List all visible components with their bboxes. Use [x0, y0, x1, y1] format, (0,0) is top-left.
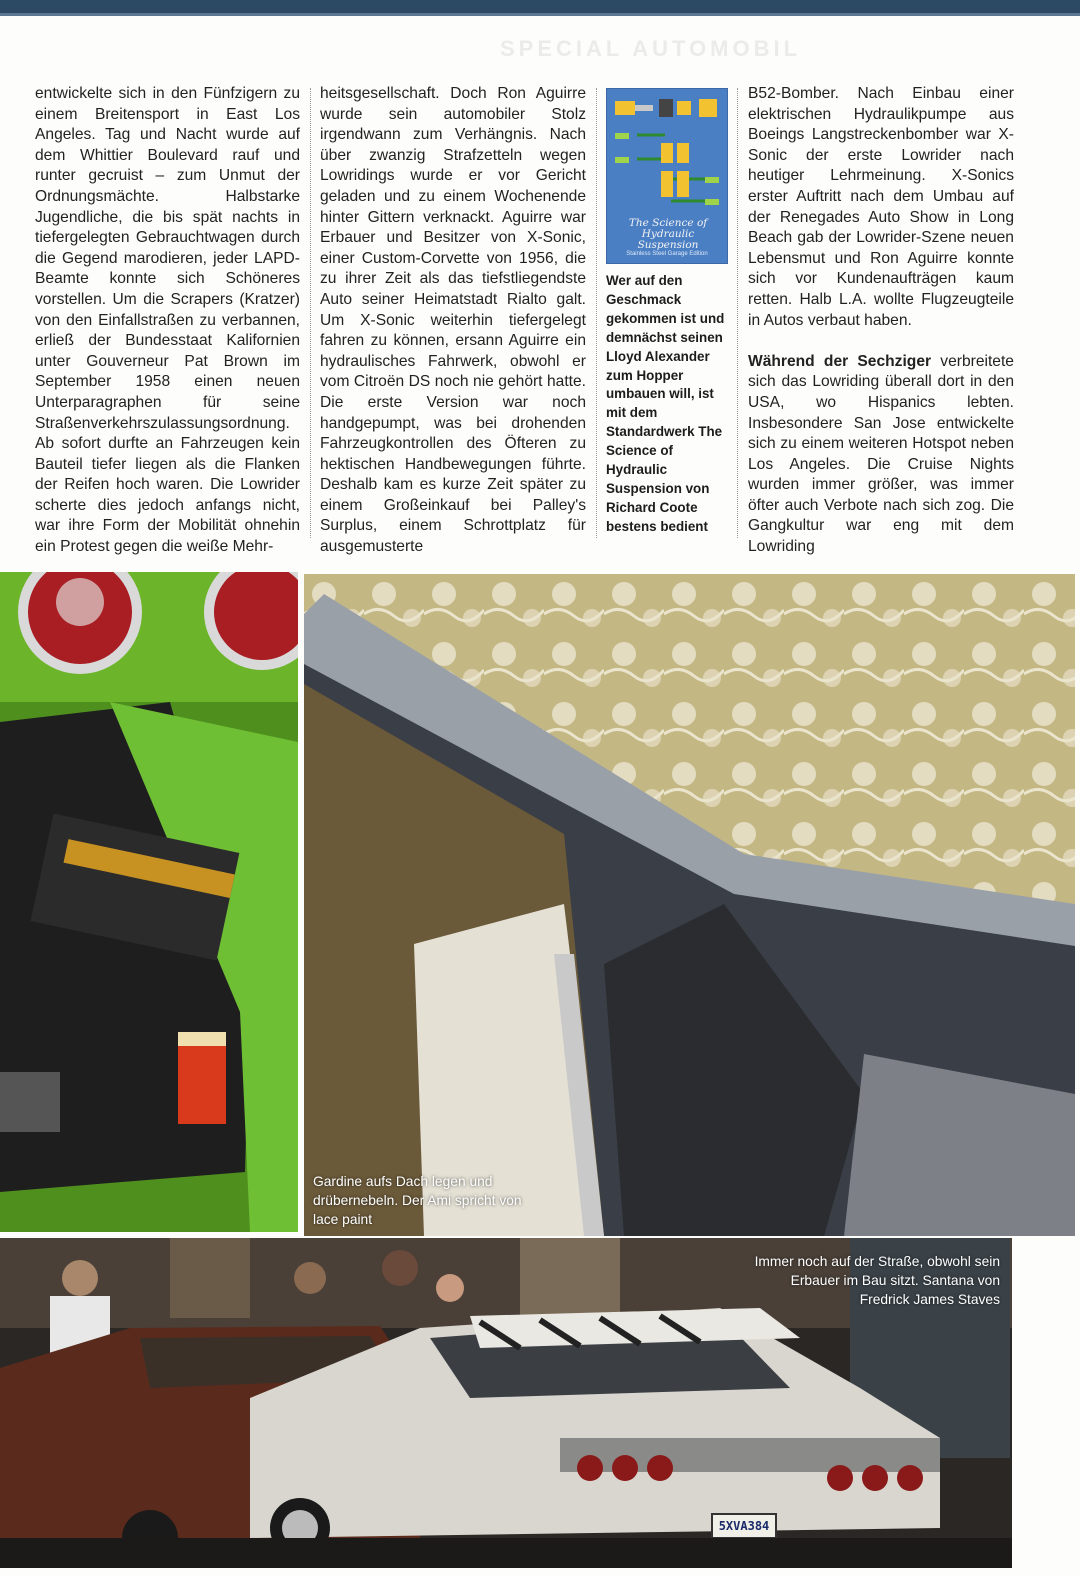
- photo-lace-roof: [304, 574, 1075, 1236]
- book-title-line1: The Science of: [628, 217, 708, 229]
- column-rule-1: [310, 88, 311, 538]
- column-rule-2: [596, 88, 597, 538]
- column-rule-3: [737, 88, 738, 538]
- col1-text: entwickelte sich in den Fünfzigern zu einem Breitensport in East Los Angeles. Tag und Nacht wurde auf dem Whittier Boulevard rauf und runter gecruist – zum Unmut der Ordnungsmächte. Halbstarke Jugendliche, die bis spät nachts in tiefergelegten Gebrauchtwagen durch die Gegend marodieren, jeder LAPD-Beamte konnte sich Schöneres vorstellen. Um die Scrapers (Kratzer) von den Einfallstraßen zu verbannen, erließ der Bundesstaat Kalifornien unter Gouverneur Pat Brown im September 1958 einen neuen Unterparagraphen für seine Straßenverkehrszulassungsordnung. Ab sofort durfte an Fahrzeugen kein Bauteil tiefer liegen als die Flanken der Reifen hoch waren. Die Lowrider scherte dies jedoch anfangs nicht, war ihre Form der Mobilität ohnehin ein Protest gegen die weiße Mehr-: [35, 85, 300, 556]
- book-title: [611, 218, 725, 251]
- col4-lead: Während der Sechziger: [748, 352, 932, 370]
- license-plate: 5XVA384: [718, 1519, 770, 1533]
- book-caption: Wer auf den Geschmack gekommen ist und demnächst seinen Lloyd Alexander zum Hopper umbauen will, ist mit dem Standardwerk The Science of Hydraulic Suspension von Richard Coote bestens bedient: [606, 273, 725, 534]
- col4-text-1: B52-Bomber. Nach Einbau einer elektrischen Hydraulikpumpe aus Boeings Langstreckenbomber war X-Sonic der erste Lowrider nach heutiger Lehrmeinung. X-Sonics erster Auftritt nach dem Umbau auf der Renegades Auto Show in Long Beach gab der Lowrider-Szene neuen Lebensmut und Ron Aguirre konnte sich vor Kundenaufträgen kaum retten. Halb L.A. wollte Flugzeugteile in Autos verbaut haben.: [748, 85, 1014, 329]
- running-head: SPECIAL AUTOMOBIL: [500, 36, 802, 61]
- book-subtitle: Stainless Steel Garage Edition: [626, 251, 708, 257]
- caption-roof: Gardine aufs Dach legen und drübernebeln. Der Ami spricht von lace paint: [313, 1174, 522, 1227]
- book-title-line2: Hydraulic Suspension: [637, 228, 699, 251]
- text-column-1: [35, 84, 300, 558]
- col2-text: heitsgesellschaft. Doch Ron Aguirre wurde sein automobiler Stolz irgendwann zum Verhängnis. Nach über zwanzig Strafzetteln wegen Lowridings wurde er vor Gericht geladen und zu einem Wochenende hinter Gittern verknackt. Aguirre war Erbauer und Besitzer von X-Sonic, einer Custom-Corvette von 1956, die zu ihrer Zeit als das tiefstliegendste Auto seiner Heimatstadt Rialto galt. Um X-Sonic weiterhin tiefergelegt fahren zu können, ersann Aguirre ein hydraulisches Fahrwerk, obwohl er vom Citroën DS noch nie gehört hatte. Die erste Version war noch handgepumpt, was bei drohenden Fahrzeugkontrollen des Öfteren zu hektischen Handbewegungen führte. Deshalb kam es kurze Zeit später zu einem Großeinkauf bei Palley's Surplus, einem Schrottplatz für ausgemusterte: [320, 85, 586, 556]
- caption-street: Immer noch auf der Straße, obwohl sein Erbauer im Bau sitzt. Santana von Fredrick James Staves: [754, 1254, 1000, 1307]
- text-column-2: [320, 84, 586, 558]
- text-column-4: [748, 84, 1014, 558]
- top-color-band: [0, 0, 1080, 16]
- photo-green-trunk: [0, 572, 298, 1232]
- book-cover: [606, 88, 728, 264]
- col4-text-2: verbreitete sich das Lowriding überall dort in den USA, wo Hispanics lebten. Insbesondere San Jose entwickelte sich zu einem weiteren Hotspot neben Los Angeles. Die Cruise Nights wurden immer größer, was immer öfter auch Verbote nach sich zog. Die Gangkultur war eng mit dem Lowriding: [748, 352, 1014, 556]
